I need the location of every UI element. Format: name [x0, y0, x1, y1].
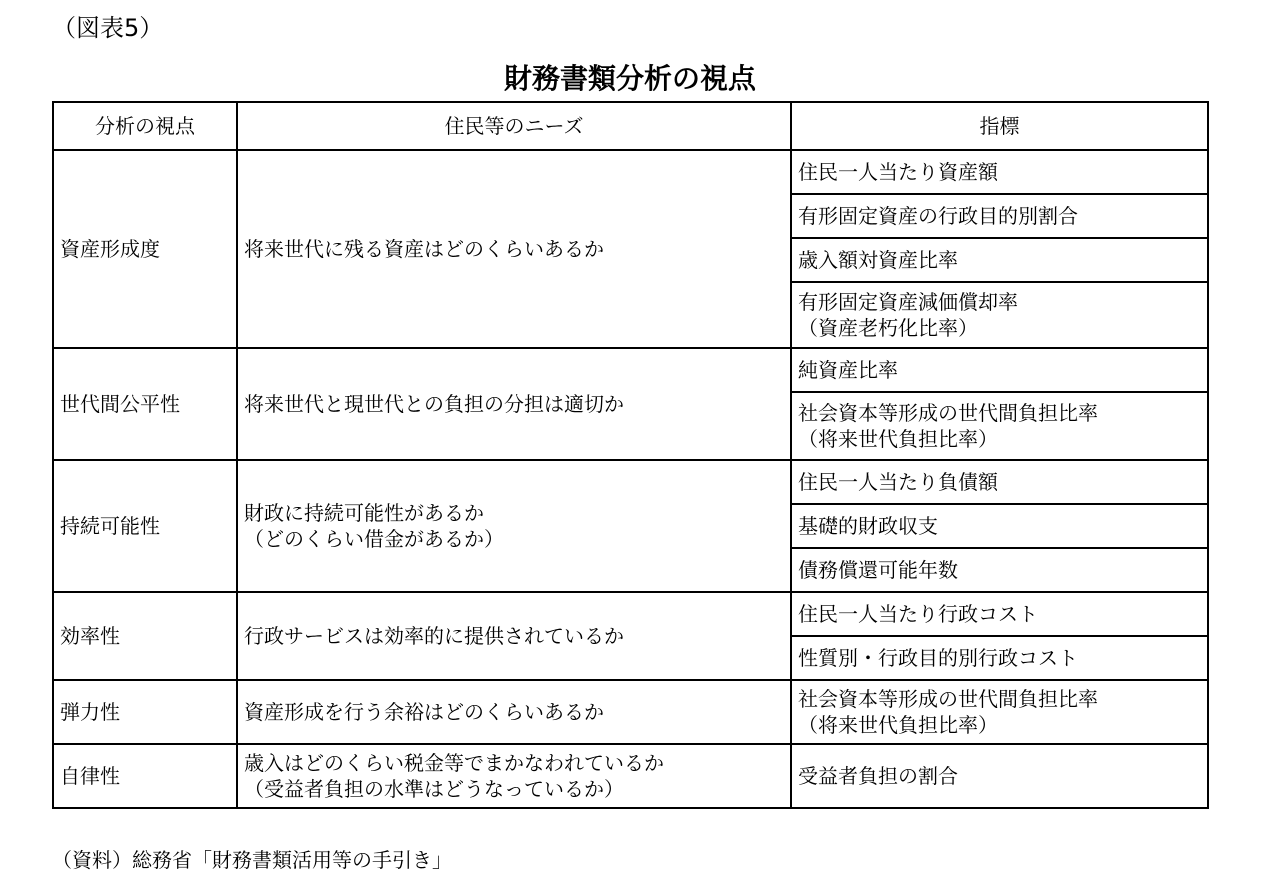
- indicator-cell: 社会資本等形成の世代間負担比率 （将来世代負担比率）: [791, 680, 1208, 744]
- need-cell: 歳入はどのくらい税金等でまかなわれているか （受益者負担の水準はどうなっているか）: [237, 744, 791, 808]
- indicator-cell: 受益者負担の割合: [791, 744, 1208, 808]
- indicator-cell: 純資産比率: [791, 348, 1208, 392]
- header-row: [53, 102, 1208, 150]
- perspective-cell: 資産形成度: [53, 150, 237, 348]
- table-row: [53, 592, 1208, 636]
- need-cell: 将来世代と現世代との負担の分担は適切か: [237, 348, 791, 460]
- perspective-cell: 世代間公平性: [53, 348, 237, 460]
- perspective-cell: 効率性: [53, 592, 237, 680]
- indicator-cell: 住民一人当たり行政コスト: [791, 592, 1208, 636]
- table-row: [53, 680, 1208, 744]
- analysis-table: [52, 101, 1209, 809]
- indicator-cell: 住民一人当たり負債額: [791, 460, 1208, 504]
- indicator-cell: 住民一人当たり資産額: [791, 150, 1208, 194]
- figure-label: （図表5）: [52, 14, 164, 42]
- table-row: [53, 744, 1208, 808]
- perspective-cell: 持続可能性: [53, 460, 237, 592]
- indicator-cell: 有形固定資産減価償却率 （資産老朽化比率）: [791, 282, 1208, 348]
- indicator-cell: 歳入額対資産比率: [791, 238, 1208, 282]
- need-cell: 将来世代に残る資産はどのくらいあるか: [237, 150, 791, 348]
- header-needs: 住民等のニーズ: [237, 102, 791, 150]
- table-row: [53, 348, 1208, 392]
- table-row: [53, 150, 1208, 194]
- indicator-cell: 社会資本等形成の世代間負担比率 （将来世代負担比率）: [791, 392, 1208, 460]
- need-cell: 資産形成を行う余裕はどのくらいあるか: [237, 680, 791, 744]
- perspective-cell: 弾力性: [53, 680, 237, 744]
- source-note: （資料）総務省「財務書類活用等の手引き」: [52, 848, 452, 872]
- table-row: [53, 460, 1208, 504]
- header-perspective: 分析の視点: [53, 102, 237, 150]
- table-title: 財務書類分析の視点: [503, 62, 756, 95]
- indicator-cell: 債務償還可能年数: [791, 548, 1208, 592]
- need-cell: 財政に持続可能性があるか （どのくらい借金があるか）: [237, 460, 791, 592]
- indicator-cell: 基礎的財政収支: [791, 504, 1208, 548]
- need-cell: 行政サービスは効率的に提供されているか: [237, 592, 791, 680]
- indicator-cell: 性質別・行政目的別行政コスト: [791, 636, 1208, 680]
- header-indicators: 指標: [791, 102, 1208, 150]
- perspective-cell: 自律性: [53, 744, 237, 808]
- indicator-cell: 有形固定資産の行政目的別割合: [791, 194, 1208, 238]
